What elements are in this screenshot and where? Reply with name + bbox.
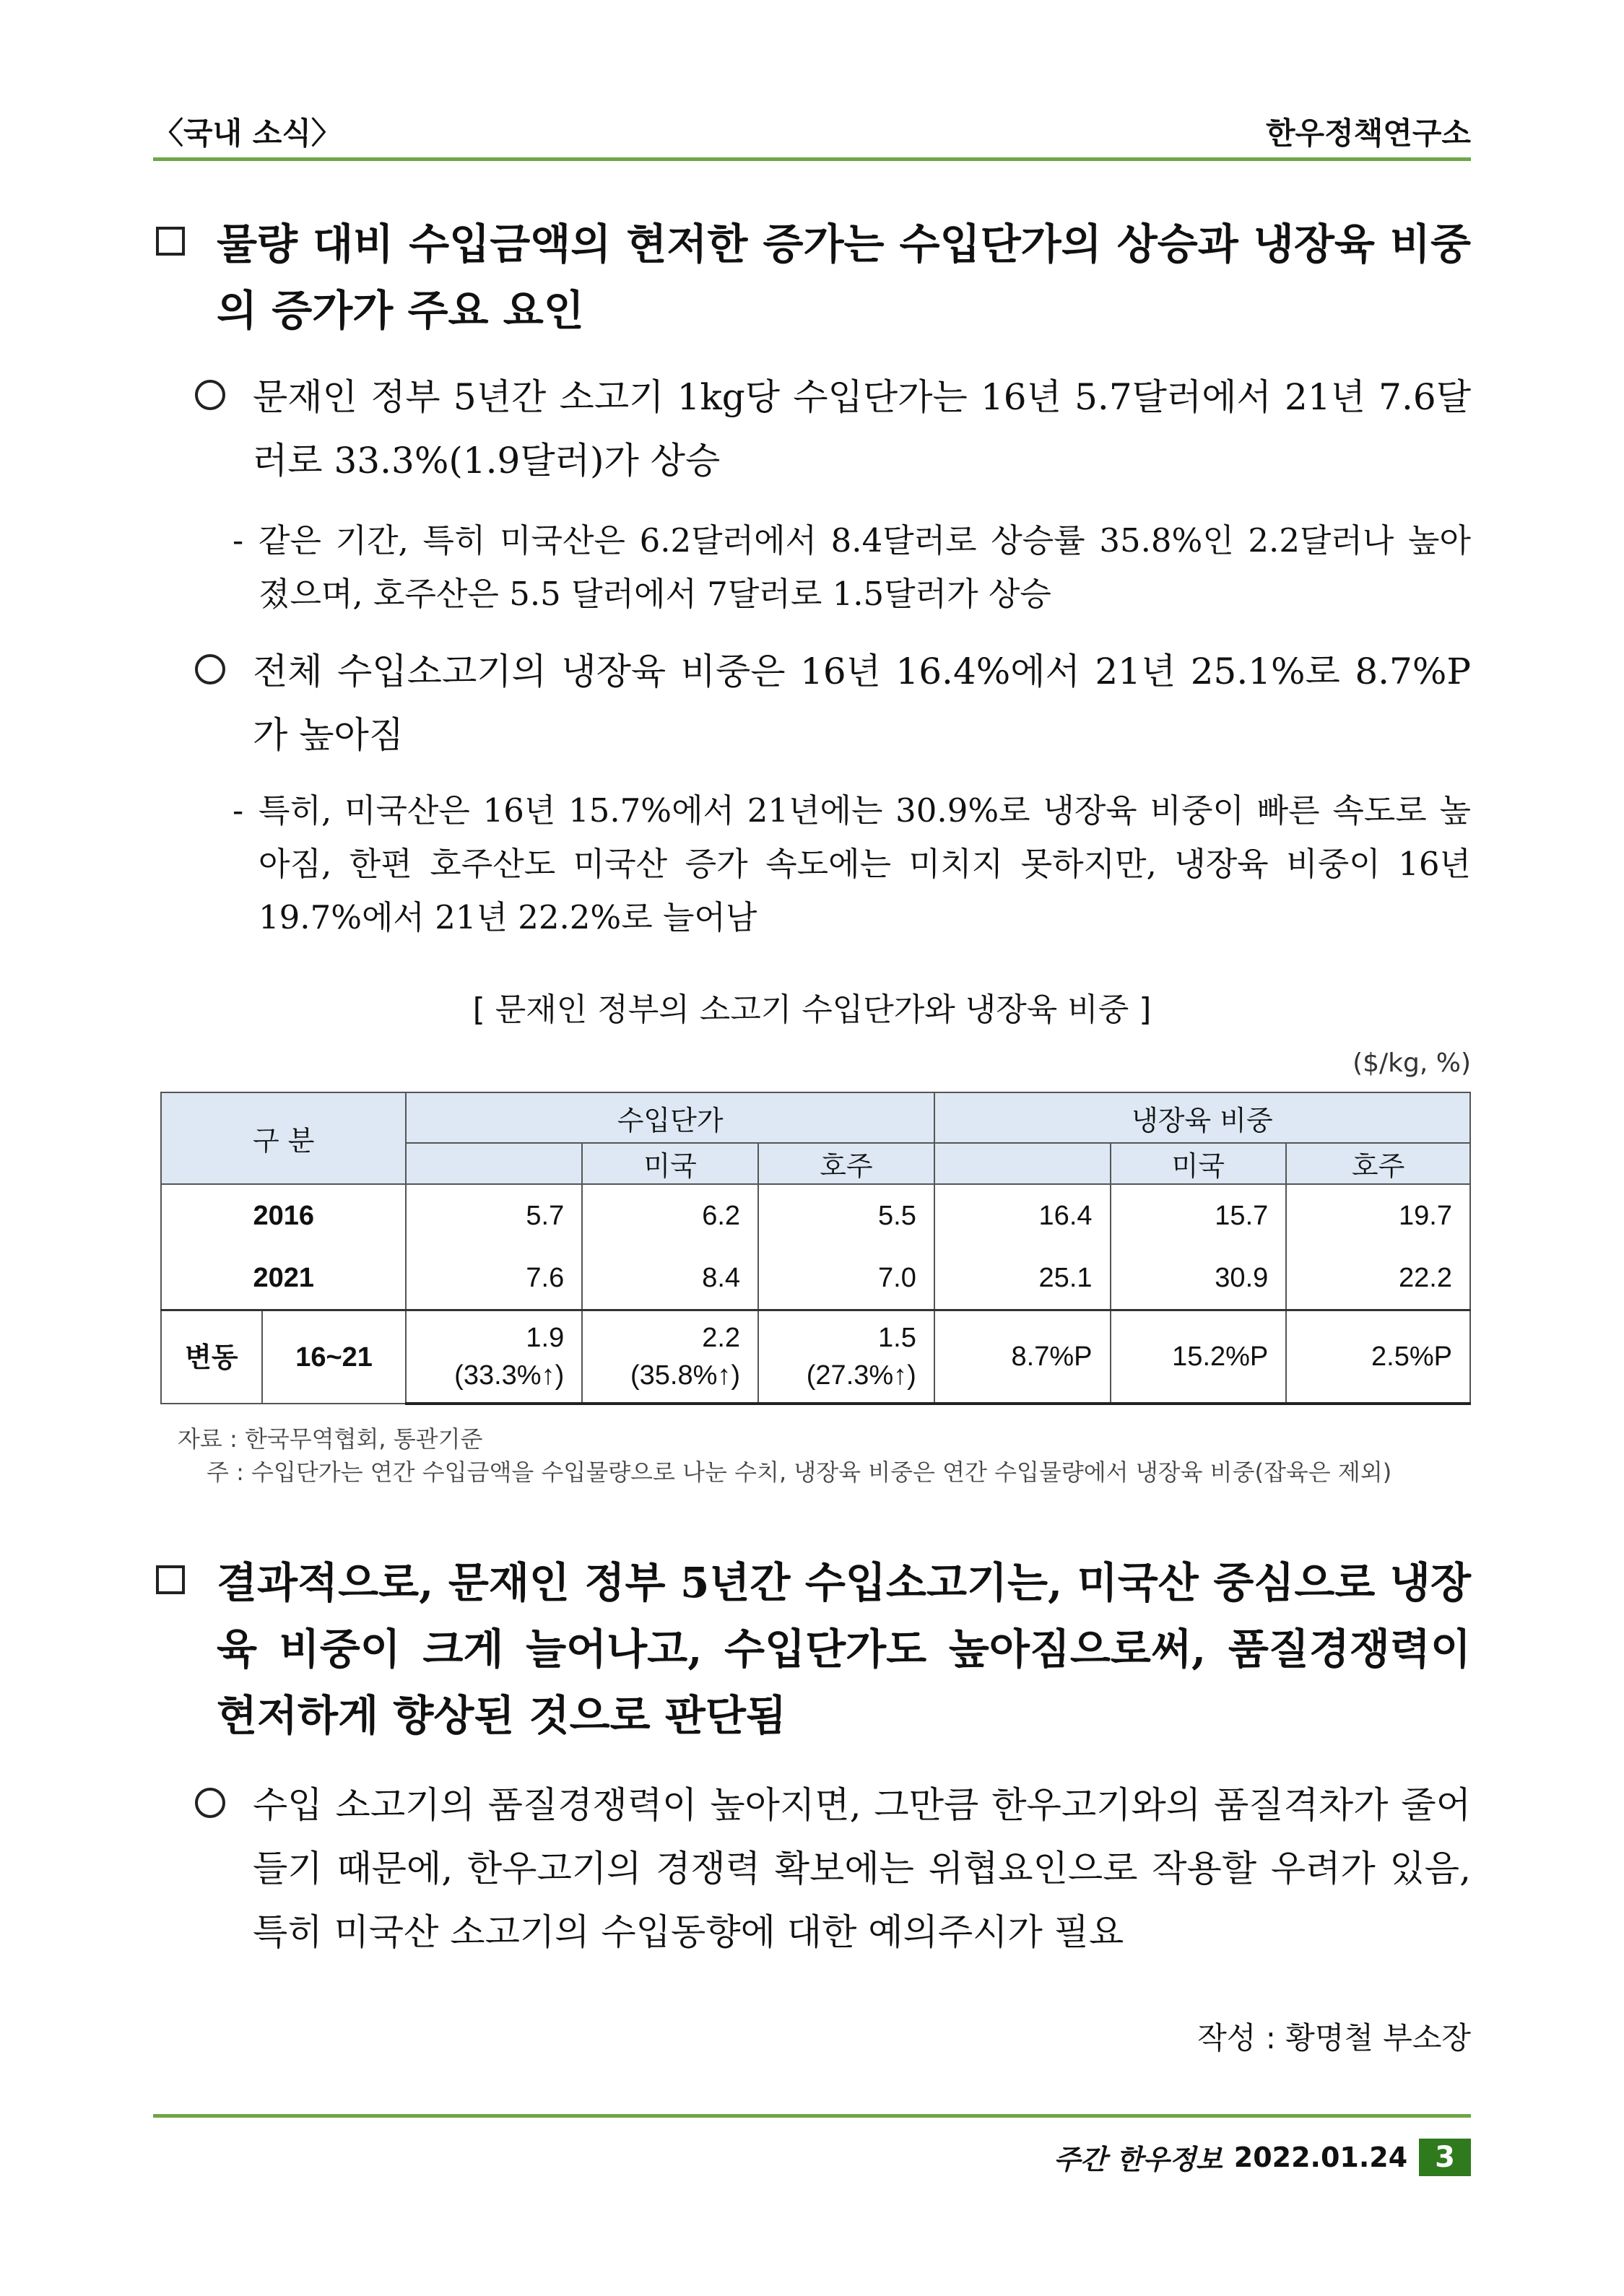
cell: 1.9 (33.3%↑): [406, 1310, 582, 1404]
table-row-change: [161, 1310, 1470, 1404]
cell: 15.7: [1111, 1184, 1287, 1247]
header-chilled-us: 미국: [1111, 1143, 1287, 1184]
author: 작성 : 황명철 부소장: [1197, 2020, 1471, 2056]
publication-name: 주간 한우정보: [1054, 2144, 1223, 2175]
cell: 19.7: [1286, 1184, 1470, 1247]
section2-heading: [156, 1549, 1471, 1749]
cell: 5.5: [758, 1184, 934, 1247]
header-price-au: 호주: [758, 1143, 934, 1184]
table-footnote: 주 : 수입단가는 연간 수입금액을 수입물량으로 나눈 수치, 냉장육 비중은 연간 수입물량에서 냉장육 비중(잡육은 제외): [207, 1458, 1392, 1486]
header-price-total: [406, 1143, 582, 1184]
section1-bullet1-text: 문재인 정부 5년간 소고기 1kg당 수입단가는 16년 5.7달러에서 21년 7.6달러로 33.3%(1.9달러)가 상승: [253, 376, 1471, 482]
cell: 8.7%P: [934, 1310, 1111, 1404]
section2-bullet1-text: 수입 소고기의 품질경쟁력이 높아지면, 그만큼 한우고기와의 품질격차가 줄어들기 때문에, 한우고기의 경쟁력 확보에는 위협요인으로 작용할 우려가 있음, 특히 미국산 소고기의 수입동향에 대한 예의주시가 필요: [253, 1784, 1471, 1953]
cell: 16.4: [934, 1184, 1111, 1247]
section2-heading-text: 결과적으로, 문재인 정부 5년간 수입소고기는, 미국산 중심으로 냉장육 비중이 크게 늘어나고, 수입단가도 높아짐으로써, 품질경쟁력이 현저하게 향상된 것으로 판단됨: [217, 1558, 1471, 1740]
cell: 8.4: [582, 1247, 758, 1310]
section1-heading: [156, 211, 1471, 344]
section1-bullet1-sub-text: 같은 기간, 특히 미국산은 6.2달러에서 8.4달러로 상승률 35.8%인 2.2달러나 높아 졌으며, 호주산은 5.5 달러에서 7달러로 1.5달러가 상승: [259, 521, 1471, 613]
table-source: 자료 : 한국무역협회, 통관기준: [178, 1425, 483, 1453]
footer-divider: [153, 2114, 1471, 2118]
table-row: [161, 1247, 1470, 1310]
section1-bullet1: [195, 365, 1471, 492]
cell: 15.2%P: [1111, 1310, 1287, 1404]
header-price-us: 미국: [582, 1143, 758, 1184]
table-unit: ($/kg, %): [1352, 1048, 1471, 1078]
change-label: 변동: [161, 1310, 262, 1404]
cell: 7.6: [406, 1247, 582, 1310]
square-bullet-icon: [156, 1565, 185, 1594]
circle-bullet-icon: [195, 654, 225, 684]
cell: 6.2: [582, 1184, 758, 1247]
section1-heading-text: 물량 대비 수입금액의 현저한 증가는 수입단가의 상승과 냉장육 비중의 증가가 주요 요인: [217, 219, 1471, 335]
circle-bullet-icon: [195, 380, 225, 410]
table-title: [ 문재인 정부의 소고기 수입단가와 냉장육 비중 ]: [472, 991, 1152, 1028]
cell: 30.9: [1111, 1247, 1287, 1310]
section2-bullet1: [195, 1773, 1471, 1964]
section1-bullet1-sub: - 같은 기간, 특히 미국산은 6.2달러에서 8.4달러로 상승률 35.8%인 2.2달러나 높아 졌으며, 호주산은 5.5 달러에서 7달러로 1.5달러가 상승: [233, 514, 1471, 621]
section1-bullet2: [195, 640, 1471, 767]
footer: [1054, 2137, 1471, 2177]
row-year: 2016: [161, 1184, 406, 1247]
header-gubun: 구 분: [161, 1092, 406, 1184]
cell: 25.1: [934, 1247, 1111, 1310]
cell: 2.5%P: [1286, 1310, 1470, 1404]
organization-name: 한우정책연구소: [1265, 116, 1471, 151]
page-number: 3: [1419, 2139, 1471, 2176]
import-price-table: [160, 1092, 1471, 1405]
publication-date: 2022.01.24: [1233, 2141, 1408, 2173]
section-label: 〈국내 소식〉: [153, 116, 342, 151]
section1-bullet2-sub: - 특히, 미국산은 16년 15.7%에서 21년에는 30.9%로 냉장육 비중이 빠른 속도로 높아짐, 한편 호주산도 미국산 증가 속도에는 미치지 못하지만, 냉장육 비중이 16년 19.7%에서 21년 22.2%로 늘어남: [233, 784, 1471, 944]
change-period: 16~21: [262, 1310, 407, 1404]
table-row: [161, 1184, 1470, 1247]
cell: 2.2 (35.8%↑): [582, 1310, 758, 1404]
square-bullet-icon: [156, 227, 185, 256]
header-divider: [153, 157, 1471, 161]
header-import-price: 수입단가: [406, 1092, 934, 1143]
circle-bullet-icon: [195, 1788, 225, 1818]
cell: 5.7: [406, 1184, 582, 1247]
section1-bullet2-text: 전체 수입소고기의 냉장육 비중은 16년 16.4%에서 21년 25.1%로 8.7%P가 높아짐: [253, 651, 1471, 756]
cell: 22.2: [1286, 1247, 1470, 1310]
row-year: 2021: [161, 1247, 406, 1310]
cell: 7.0: [758, 1247, 934, 1310]
header-chilled-share: 냉장육 비중: [934, 1092, 1470, 1143]
cell: 1.5 (27.3%↑): [758, 1310, 934, 1404]
header-chilled-total: [934, 1143, 1111, 1184]
header-chilled-au: 호주: [1286, 1143, 1470, 1184]
section1-bullet2-sub-text: 특히, 미국산은 16년 15.7%에서 21년에는 30.9%로 냉장육 비중이 빠른 속도로 높아짐, 한편 호주산도 미국산 증가 속도에는 미치지 못하지만, 냉장육 비중이 16년 19.7%에서 21년 22.2%로 늘어남: [259, 791, 1471, 936]
